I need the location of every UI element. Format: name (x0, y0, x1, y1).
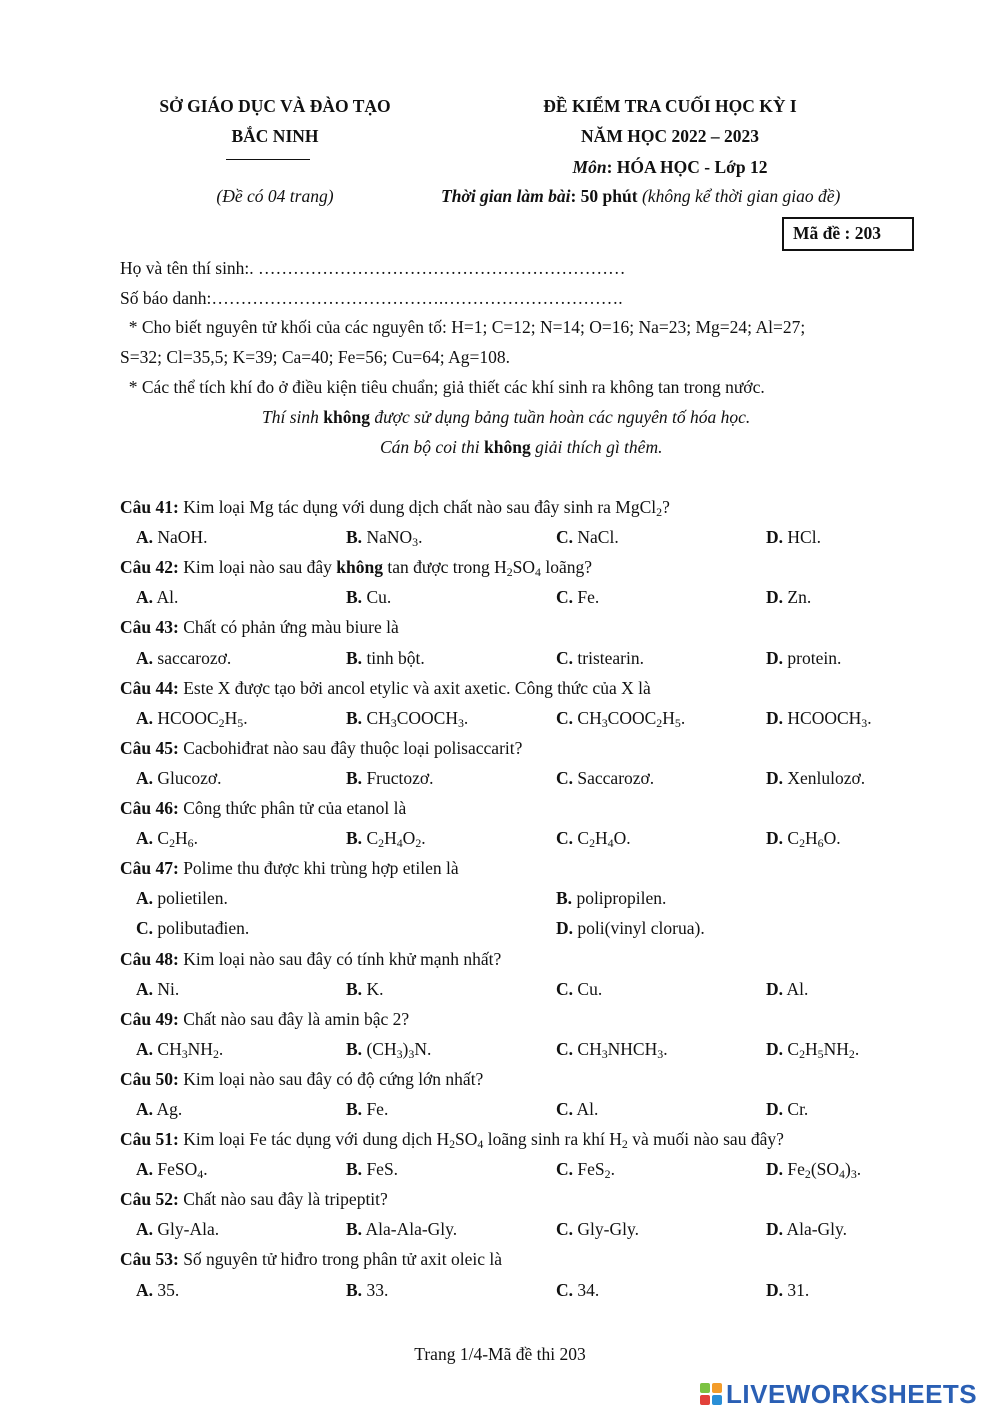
option-44-a[interactable] (136, 708, 248, 729)
option-text: Gly-Gly. (577, 1219, 639, 1239)
rule-no-periodic-table (262, 407, 750, 428)
option-44-d[interactable] (766, 708, 872, 729)
option-text: 33. (366, 1280, 389, 1300)
option-48-c[interactable] (556, 979, 602, 1000)
option-42-d[interactable] (766, 587, 811, 608)
question-53 (120, 1249, 502, 1270)
school-year: NĂM HỌC 2022 – 2023 (581, 126, 759, 146)
option-52-c[interactable] (556, 1219, 639, 1240)
time-value: : 50 phút (570, 186, 638, 206)
option-46-a[interactable] (136, 828, 198, 849)
option-text: Al. (156, 587, 179, 607)
option-letter: C. (556, 828, 574, 848)
option-49-d[interactable] (766, 1039, 859, 1060)
option-45-a[interactable] (136, 768, 222, 789)
option-letter: A. (136, 527, 154, 547)
header-underline (226, 159, 310, 160)
question-41 (120, 497, 670, 518)
candidate-id-line: Số báo danh:………………………………….…………………………. (120, 288, 623, 308)
option-text: protein. (787, 648, 842, 668)
option-text: tristearin. (577, 648, 644, 668)
option-letter: D. (766, 979, 784, 999)
question-label: Câu 47: (120, 858, 179, 878)
question-label: Câu 53: (120, 1249, 179, 1269)
option-text: HCl. (787, 527, 821, 547)
department-line2: BẮC NINH (231, 126, 319, 146)
option-53-a[interactable] (136, 1280, 179, 1301)
atomic-mass-line2: S=32; Cl=35,5; K=39; Ca=40; Fe=56; Cu=64; Ag=108. (120, 347, 510, 367)
option-letter: D. (766, 708, 784, 728)
option-51-a[interactable] (136, 1159, 208, 1180)
option-49-b[interactable] (346, 1039, 431, 1060)
option-text: Al. (786, 979, 809, 999)
question-text: Kim loại nào sau đây không tan được trong $H_2SO_4$ loãng? (178, 557, 593, 579)
question-text: Công thức phân tử của etanol là (178, 798, 407, 818)
option-text: Zn. (787, 587, 812, 607)
option-letter: A. (136, 708, 154, 728)
subject-label: Môn (572, 157, 607, 177)
option-42-b[interactable] (346, 587, 391, 608)
option-letter: C. (556, 708, 574, 728)
option-letter: A. (136, 1039, 154, 1059)
option-41-a[interactable] (136, 527, 207, 548)
option-text: $(CH_3)_3N$. (366, 1039, 432, 1061)
option-letter: C. (136, 918, 154, 938)
department-line1: SỞ GIÁO DỤC VÀ ĐÀO TẠO (159, 96, 391, 116)
option-letter: C. (556, 979, 574, 999)
option-text: FeS. (366, 1159, 399, 1179)
option-text: NaOH. (157, 527, 208, 547)
option-44-b[interactable] (346, 708, 468, 729)
option-letter: D. (766, 527, 784, 547)
option-text: $C_2H_6O$. (787, 828, 841, 850)
option-letter: A. (136, 1099, 154, 1119)
question-46 (120, 798, 406, 819)
option-letter: C. (556, 587, 574, 607)
option-51-d[interactable] (766, 1159, 861, 1180)
option-text: $Fe_2(SO_4)_3$. (787, 1159, 862, 1181)
exam-code-box (782, 217, 914, 251)
option-text: $C_2H_5NH_2$. (787, 1039, 860, 1061)
option-text: Fe. (366, 1099, 389, 1119)
liveworksheets-logo-icon (700, 1383, 722, 1405)
option-52-a[interactable] (136, 1219, 219, 1240)
option-text: tinh bột. (366, 648, 425, 668)
gas-condition-note: * Các thể tích khí đo ở điều kiện tiêu chuẩn; giả thiết các khí sinh ra không tan trong nước. (120, 377, 765, 397)
time-label: Thời gian làm bài (441, 186, 571, 206)
option-text: Al. (576, 1099, 599, 1119)
option-text: saccarozơ. (157, 648, 232, 668)
option-46-d[interactable] (766, 828, 841, 849)
option-letter: B. (346, 828, 363, 848)
option-letter: D. (556, 918, 574, 938)
question-45 (120, 738, 522, 759)
option-text: $CH_3COOCH_3$. (366, 708, 469, 730)
option-letter: C. (556, 1159, 574, 1179)
option-letter: B. (346, 708, 363, 728)
candidate-name-line: Họ và tên thí sinh:. ……………………………………………………… (120, 258, 626, 278)
option-text: 34. (577, 1280, 600, 1300)
page-footer: Trang 1/4-Mã đề thi 203 (414, 1344, 586, 1364)
option-letter: A. (136, 768, 154, 788)
option-53-c[interactable] (556, 1280, 599, 1301)
option-text: polibutađien. (157, 918, 250, 938)
exam-code: Mã đề : 203 (793, 223, 881, 243)
option-text: $C_2H_4O$. (577, 828, 631, 850)
question-text: Kim loại nào sau đây có độ cứng lớn nhất? (178, 1069, 484, 1089)
question-49 (120, 1009, 409, 1030)
option-45-d[interactable] (766, 768, 865, 789)
option-42-c[interactable] (556, 587, 599, 608)
option-letter: C. (556, 1280, 574, 1300)
option-letter: C. (556, 527, 574, 547)
option-48-a[interactable] (136, 979, 179, 1000)
option-letter: D. (766, 1280, 784, 1300)
option-text: FeSO$_4$. (157, 1159, 208, 1181)
question-label: Câu 46: (120, 798, 179, 818)
exam-title: ĐỀ KIỂM TRA CUỐI HỌC KỲ I (543, 96, 797, 116)
question-label: Câu 43: (120, 617, 179, 637)
rule1-part-a: Thí sinh (262, 407, 324, 427)
option-letter: B. (346, 1039, 363, 1059)
option-45-c[interactable] (556, 768, 654, 789)
option-text: NaCl. (577, 527, 619, 547)
option-letter: D. (766, 587, 784, 607)
option-text: 35. (157, 1280, 180, 1300)
question-42 (120, 557, 592, 578)
option-48-b[interactable] (346, 979, 383, 1000)
question-43 (120, 617, 399, 638)
option-text: polipropilen. (576, 888, 667, 908)
question-label: Câu 44: (120, 678, 179, 698)
option-letter: C. (556, 1039, 574, 1059)
question-text: Chất nào sau đây là amin bậc 2? (178, 1009, 410, 1029)
rule1-emphasis: không (323, 407, 370, 427)
option-50-c[interactable] (556, 1099, 598, 1120)
option-text: Cu. (577, 979, 603, 999)
option-text: Saccarozơ. (577, 768, 655, 788)
option-letter: D. (766, 1219, 784, 1239)
option-letter: B. (556, 888, 573, 908)
time-note: (không kể thời gian giao đề) (641, 186, 841, 206)
option-text: Xenlulozơ. (787, 768, 866, 788)
option-49-c[interactable] (556, 1039, 668, 1060)
rule-no-explanation (380, 437, 662, 458)
option-letter: D. (766, 1099, 784, 1119)
question-52 (120, 1189, 388, 1210)
option-43-a[interactable] (136, 648, 231, 669)
option-text: K. (366, 979, 384, 999)
option-letter: B. (346, 1159, 363, 1179)
option-text: FeS$_2$. (577, 1159, 615, 1181)
option-52-d[interactable] (766, 1219, 847, 1240)
question-text: Este X được tạo bởi ancol etylic và axit axetic. Công thức của X là (178, 678, 651, 698)
option-letter: A. (136, 648, 154, 668)
question-text: Cacbohiđrat nào sau đây thuộc loại polisaccarit? (178, 738, 523, 758)
option-50-b[interactable] (346, 1099, 388, 1120)
question-50 (120, 1069, 483, 1090)
option-text: $HCOOC_2H_5$. (157, 708, 248, 730)
option-text: Ag. (156, 1099, 183, 1119)
question-text: Kim loại nào sau đây có tính khử mạnh nhất? (178, 949, 502, 969)
question-text: Chất có phản ứng màu biure là (178, 617, 399, 637)
question-text: Kim loại Fe tác dụng với dung dịch $H_2SO_4$ loãng sinh ra khí $H_2$ và muối nào sau đây? (178, 1129, 784, 1151)
option-52-b[interactable] (346, 1219, 457, 1240)
option-letter: D. (766, 648, 784, 668)
option-53-d[interactable] (766, 1280, 809, 1301)
option-47-c[interactable] (136, 918, 249, 939)
option-text: Fe. (577, 587, 600, 607)
option-letter: C. (556, 768, 574, 788)
option-50-d[interactable] (766, 1099, 808, 1120)
option-text: Ala-Gly. (786, 1219, 848, 1239)
option-letter: B. (346, 527, 363, 547)
option-44-c[interactable] (556, 708, 685, 729)
option-text: NaNO$_3$. (366, 527, 423, 549)
option-46-b[interactable] (346, 828, 426, 849)
subject-value: : HÓA HỌC - Lớp 12 (606, 157, 768, 177)
question-label: Câu 48: (120, 949, 179, 969)
option-letter: B. (346, 979, 363, 999)
question-47 (120, 858, 459, 879)
option-letter: A. (136, 1219, 154, 1239)
option-text: Gly-Ala. (157, 1219, 220, 1239)
option-letter: C. (556, 1099, 574, 1119)
atomic-mass-line1: * Cho biết nguyên tử khối của các nguyên tố: H=1; C=12; N=14; O=16; Na=23; Mg=24; Al=27; (120, 317, 806, 337)
option-letter: B. (346, 587, 363, 607)
question-label: Câu 52: (120, 1189, 179, 1209)
option-text: Ala-Ala-Gly. (365, 1219, 458, 1239)
option-letter: A. (136, 979, 154, 999)
option-letter: D. (766, 1039, 784, 1059)
option-53-b[interactable] (346, 1280, 388, 1301)
option-41-b[interactable] (346, 527, 422, 548)
option-text: $C_2H_6$. (157, 828, 198, 850)
option-letter: A. (136, 587, 154, 607)
question-text: Chất nào sau đây là tripeptit? (178, 1189, 388, 1209)
option-text: poli(vinyl clorua). (577, 918, 705, 938)
option-text: $CH_3NHCH_3$. (577, 1039, 668, 1061)
option-49-a[interactable] (136, 1039, 223, 1060)
option-letter: B. (346, 1099, 363, 1119)
question-text: Polime thu được khi trùng hợp etilen là (178, 858, 459, 878)
option-43-b[interactable] (346, 648, 425, 669)
option-letter: A. (136, 1159, 154, 1179)
option-41-c[interactable] (556, 527, 619, 548)
liveworksheets-brand (700, 1378, 977, 1410)
rule2-emphasis: không (484, 437, 531, 457)
question-label: Câu 41: (120, 497, 179, 517)
option-47-a[interactable] (136, 888, 228, 909)
option-47-d[interactable] (556, 918, 705, 939)
option-letter: C. (556, 648, 574, 668)
question-48 (120, 949, 501, 970)
option-text: $C_2H_4O_2$. (366, 828, 426, 850)
rule2-part-c: giải thích gì thêm. (530, 437, 663, 457)
option-text: Fructozơ. (366, 768, 434, 788)
question-51 (120, 1129, 784, 1150)
option-43-c[interactable] (556, 648, 644, 669)
subject-line (470, 157, 870, 178)
question-text: Kim loại Mg tác dụng với dung dịch chất nào sau đây sinh ra MgCl$_2$? (178, 497, 670, 519)
option-42-a[interactable] (136, 587, 178, 608)
option-text: $CH_3COOC_2H_5$. (577, 708, 686, 730)
option-text: Cu. (366, 587, 392, 607)
option-text: Glucozơ. (157, 768, 222, 788)
option-text: Ni. (157, 979, 180, 999)
question-label: Câu 51: (120, 1129, 179, 1149)
rule2-part-a: Cán bộ coi thi (380, 437, 485, 457)
question-44 (120, 678, 651, 699)
option-text: polietilen. (157, 888, 228, 908)
option-45-b[interactable] (346, 768, 434, 789)
option-letter: B. (346, 1219, 363, 1239)
option-text: $HCOOCH_3$. (787, 708, 872, 730)
option-text: 31. (787, 1280, 810, 1300)
option-letter: D. (766, 828, 784, 848)
option-43-d[interactable] (766, 648, 841, 669)
question-label: Câu 50: (120, 1069, 179, 1089)
option-letter: C. (556, 1219, 574, 1239)
option-letter: B. (346, 648, 363, 668)
option-50-a[interactable] (136, 1099, 182, 1120)
rule1-part-c: được sử dụng bảng tuần hoàn các nguyên tố hóa học. (369, 407, 751, 427)
option-47-b[interactable] (556, 888, 666, 909)
question-label: Câu 45: (120, 738, 179, 758)
option-41-d[interactable] (766, 527, 821, 548)
question-text: Số nguyên tử hiđro trong phân tử axit oleic là (178, 1249, 503, 1269)
option-letter: B. (346, 1280, 363, 1300)
option-letter: A. (136, 888, 154, 908)
brand-text: LIVEWORKSHEETS (726, 1378, 978, 1409)
option-letter: A. (136, 1280, 154, 1300)
page-count-note: (Đề có 04 trang) (216, 186, 334, 206)
option-text: $CH_3NH_2$. (157, 1039, 224, 1061)
option-51-c[interactable] (556, 1159, 615, 1180)
option-48-d[interactable] (766, 979, 808, 1000)
option-51-b[interactable] (346, 1159, 398, 1180)
option-letter: D. (766, 768, 784, 788)
question-label: Câu 49: (120, 1009, 179, 1029)
question-label: Câu 42: (120, 557, 179, 577)
option-letter: A. (136, 828, 154, 848)
option-letter: D. (766, 1159, 784, 1179)
option-letter: B. (346, 768, 363, 788)
option-text: Cr. (787, 1099, 809, 1119)
option-46-c[interactable] (556, 828, 631, 849)
time-line (441, 186, 840, 207)
